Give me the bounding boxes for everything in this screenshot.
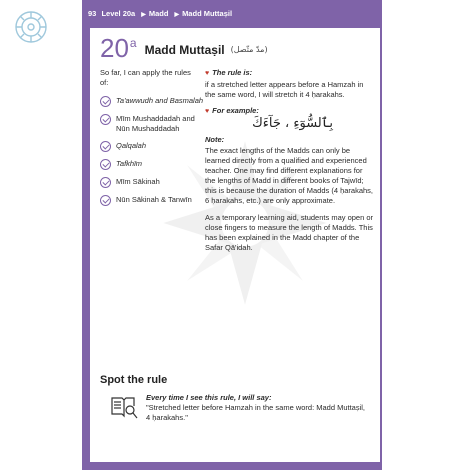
spot-the-rule-text	[146, 393, 371, 423]
book-page-frame	[82, 0, 382, 470]
chapter-name: Madd Muttaṣil	[144, 43, 225, 57]
applied-rules-list	[100, 96, 210, 213]
note-paragraph: The exact lengths of the Madds can only be learned directly from a qualified and experienced teacher. One may find different explanations for the lengths of Madd in different books of Tajwīd; this is because the duration of Madds (4 ḥarakahs, 6 ḥarakahs, etc.) are only approximate.	[205, 146, 374, 205]
heart-icon: ♥	[205, 108, 210, 115]
rule-label: Tafkhīm	[116, 159, 142, 168]
rule-block	[205, 68, 373, 100]
chapter-arabic-name: (مدّ متّصل)	[230, 45, 268, 54]
check-circle-icon	[100, 159, 111, 170]
check-circle-icon	[100, 177, 111, 188]
book-magnifier-icon	[110, 394, 138, 420]
page-number: 93	[88, 9, 97, 18]
example-heading: For example:	[212, 106, 259, 115]
chapter-sub-letter: a	[129, 36, 137, 50]
check-circle-icon	[100, 96, 111, 107]
breadcrumb-level: Level 20a	[101, 9, 136, 18]
note-heading: Note:	[205, 135, 225, 144]
header-bar	[82, 0, 382, 30]
spot-quote: "Stretched letter before Hamzah in the same word: Madd Muttaṣil, 4 ḥarakahs."	[146, 403, 366, 422]
note-paragraph: As a temporary learning aid, students may open or close fingers to measure the length of Madds. This has been explained in the Madd chapter of the Safar Qā'idah.	[205, 213, 374, 252]
intro-text: So far, I can apply the rules of:	[100, 68, 191, 87]
rule-explanation	[205, 68, 373, 260]
check-circle-icon	[100, 195, 111, 206]
breadcrumb-section: Madd	[148, 9, 169, 18]
list-item	[100, 141, 210, 152]
page-content	[90, 28, 380, 462]
rule-label: Mīm Mushaddadah and Nūn Mushaddadah	[116, 114, 195, 133]
chapter-title	[100, 34, 268, 64]
rule-label: Ta'awwudh and Basmalah	[116, 96, 204, 105]
example-block	[205, 106, 373, 129]
rule-label: Nūn Sākinah & Tanwīn	[116, 195, 192, 204]
list-item	[100, 195, 210, 206]
heart-icon: ♥	[205, 70, 210, 77]
check-circle-icon	[100, 141, 111, 152]
list-item	[100, 96, 210, 107]
spot-lead: Every time I see this rule, I will say:	[146, 393, 272, 402]
breadcrumb	[88, 9, 235, 18]
chapter-number: 20	[100, 33, 129, 63]
breadcrumb-subsection: Madd Muttaṣil	[182, 9, 233, 18]
rule-label: Mīm Sākinah	[116, 177, 160, 186]
arabic-example: بِٱلسُّوٓءِ ، جَآءَكَ	[252, 116, 333, 131]
rule-body: if a stretched letter appears before a Hamzah in the same word, I will stretch it 4 ḥarakahs.	[205, 80, 364, 99]
rule-label: Qalqalah	[116, 141, 147, 150]
spot-the-rule-title: Spot the rule	[100, 374, 168, 386]
list-item	[100, 114, 210, 134]
list-item	[100, 177, 210, 188]
rule-heading: The rule is:	[212, 68, 253, 77]
note-block	[205, 135, 373, 253]
breadcrumb-arrow-icon: ▶	[141, 12, 146, 18]
breadcrumb-arrow-icon: ▶	[174, 12, 180, 18]
check-circle-icon	[100, 114, 111, 125]
list-item	[100, 159, 210, 170]
safar-logo-icon	[14, 10, 48, 44]
